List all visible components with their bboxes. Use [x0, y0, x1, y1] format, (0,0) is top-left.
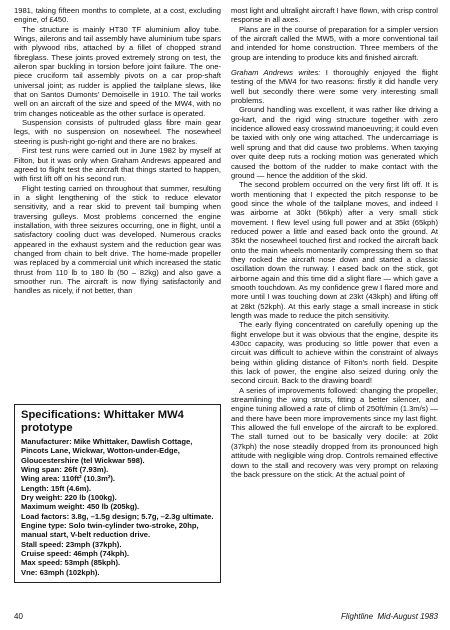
article-paragraph: The structure is mainly HT30 TF aluminium alloy tube. Wings, ailerons and tail assembly have aluminium tube spars with plywood ribs, attached by a fillet of chopped strand fibreglass. These joints proved extremely strong on test, the aileron spar buckling in torsion before joint failure. The one-piece cruciform tail assembly pivots on a car prop-shaft universal joint; as rudder is applied the tailplane slews, like that on Santos Dumonts' Demoiselle in 1910. The tail works well on an aircraft of the size and speed of the MW4, with no trim changes noticeable as the other surface is operated. [14, 24, 221, 118]
specifications-box [14, 404, 221, 583]
issue-date: Mid-August 1983 [377, 612, 438, 621]
article-paragraph: A series of improvements followed: changing the propeller, streamlining the wing struts, fitting a better silencer, and engine tuning allowed a rate of climb of 250ft/min (1.3m/s) — and there have been more improvements since my last flight. This allowed the full envelope of the aircraft to be explored. The stall turned out to be basically very docile: at 20kt (37kph) the nose steadily dropped from its pronounced high attitude with negligible wing drop. Controls remained effective down to the stall and recovery was very prompt on relaxing the back pressure on the stick. At the actual point of [231, 385, 438, 479]
spec-max-speed: Max speed: 53mph (85kph). [21, 558, 121, 568]
article-paragraph: First test runs were carried out in June 1982 by myself at Filton, but it was only when Graham Andrews appeared and agreed to flight test the aircraft that things started to happen, with first lift off on his second run. [14, 146, 221, 184]
byline-paragraph [231, 68, 438, 105]
spec-vne: Vne: 63mph (102kph). [21, 567, 100, 577]
page-footer [14, 612, 438, 624]
article-column-left [14, 6, 221, 296]
page-number: 40 [14, 612, 23, 621]
byline: Graham Andrews writes: [231, 68, 321, 78]
spec-engine-type: Engine type: Solo twin-cylinder two-stroke, 20hp, manual start, V-belt reduction drive. [21, 521, 199, 540]
spec-length: Length: 15ft (4.6m). [21, 483, 92, 493]
spec-load-factors: Load factors: 3.8g, –1.5g design; 5.7g, –2.3g ultimate. [21, 511, 214, 521]
spec-maximum-weight: Maximum weight: 450 lb (205kg). [21, 502, 140, 512]
article-paragraph: Flight testing carried on throughout that summer, resulting in a slight lengthening of the stick to reduce elevator sensitivity, and a rear skid to prevent tail bumping when traversing gulleys. Most problems concerned the engine installation, with three seizures occurring, one in flight, until a satisfactory cooling duct was developed. Numerous cracks appeared in the exhaust system and the reduction gear was changed from chain to belt drive. The home-made propeller was replaced by a commercial unit which increased the static thrust from 110 lb to 180 lb (50 – 82kg) and also gave a smoother run. The aircraft is now flying satisfactorily and handles as nicely, if not better, than [14, 183, 221, 296]
article-paragraph: most light and ultralight aircraft I have flown, with crisp control response in all axes. [231, 6, 438, 25]
spec-wing-area: Wing area: 110ft² (10.3m²). [21, 474, 116, 484]
article-paragraph: Suspension consists of pultruded glass fibre main gear legs, with no suspension on nosewheel. The nosewheel steering is push-right go-right and there are no brakes. [14, 118, 221, 146]
article-column-right [231, 6, 438, 479]
spec-cruise-speed: Cruise speed: 46mph (74kph). [21, 549, 130, 559]
article-paragraph: 1981, taking fifteen months to complete, at a cost, excluding engine, of £450. [14, 6, 221, 25]
article-paragraph: Plans are in the course of preparation for a simpler version of the aircraft called the MW5, with a more conventional tail and intended for home construction. Three members of the group are intending to produce kits and finished aircraft. [231, 24, 438, 62]
spec-wing-span: Wing span: 26ft (7.93m). [21, 465, 109, 475]
article-paragraph: The second problem occurred on the very first lift off. It is worth mentioning that I expected the pitch response to be good since the whole of the tailplane moves, and indeed I was airborne at 30kt (56kph) after a very small stick movement. I flew level using full power and at 35kt (65kph) reduced power a little and eased back onto the ground. At 35kt the nosewheel touched first and rocked the aircraft back onto the main wheels momentarily compressing them so that they rocked the aircraft nose down and started a classic oscillation down the runway. I eased back on the stick, got airborne again and this time did a slight flare — which gave a smooth touchdown. As my confidence grew I flared more and more until I was touching down at 23kt (43kph) and lifting off at 28kt (52kph). At this early stage a small increase in stick length was made to reduce the pitch sensitivity. [231, 180, 438, 320]
spec-stall-speed: Stall speed: 23mph (37kph). [21, 539, 122, 549]
footer-publication [341, 612, 438, 621]
article-paragraph: The early flying concentrated on carefully opening up the flight envelope but it was obvious that the engine, despite its 430cc capacity, was producing so little power that even a circuit was difficult to achieve within the constraint of always being within gliding distance of Filton's north field. Despite this lack of power, the engine also seized during only the second circuit. Back to the drawing board! [231, 320, 438, 386]
spec-dry-weight: Dry weight: 220 lb (100kg). [21, 493, 117, 503]
magazine-name: Flightline [341, 612, 374, 621]
specifications-title: Specifications: Whittaker MW4 prototype [21, 409, 184, 434]
article-paragraph: Ground handling was excellent, it was rather like driving a go-kart, and the rigid wing structure together with zero incidence allowed easy crosswind manoeuvring; it could even be taxied with only one wing attached. The undercarriage is well sprung and that did cause two problems. When taxying over quite deep ruts a rocking motion was generated which caused the bottom of the rudder to make contact with the ground — hence the addition of the skid. [231, 105, 438, 180]
byline-text: I thoroughly enjoyed the flight testing of the MW4 for two reasons: firstly it did handle very well but secondly there were some very interesting small problems. [231, 68, 438, 106]
spec-manufacturer: Manufacturer: Mike Whittaker, Dawlish Cottage, Pincots Lane, Wickwar, Wotton-under-Edge, Gloucestershire (tel Wickwar 598). [21, 437, 193, 465]
